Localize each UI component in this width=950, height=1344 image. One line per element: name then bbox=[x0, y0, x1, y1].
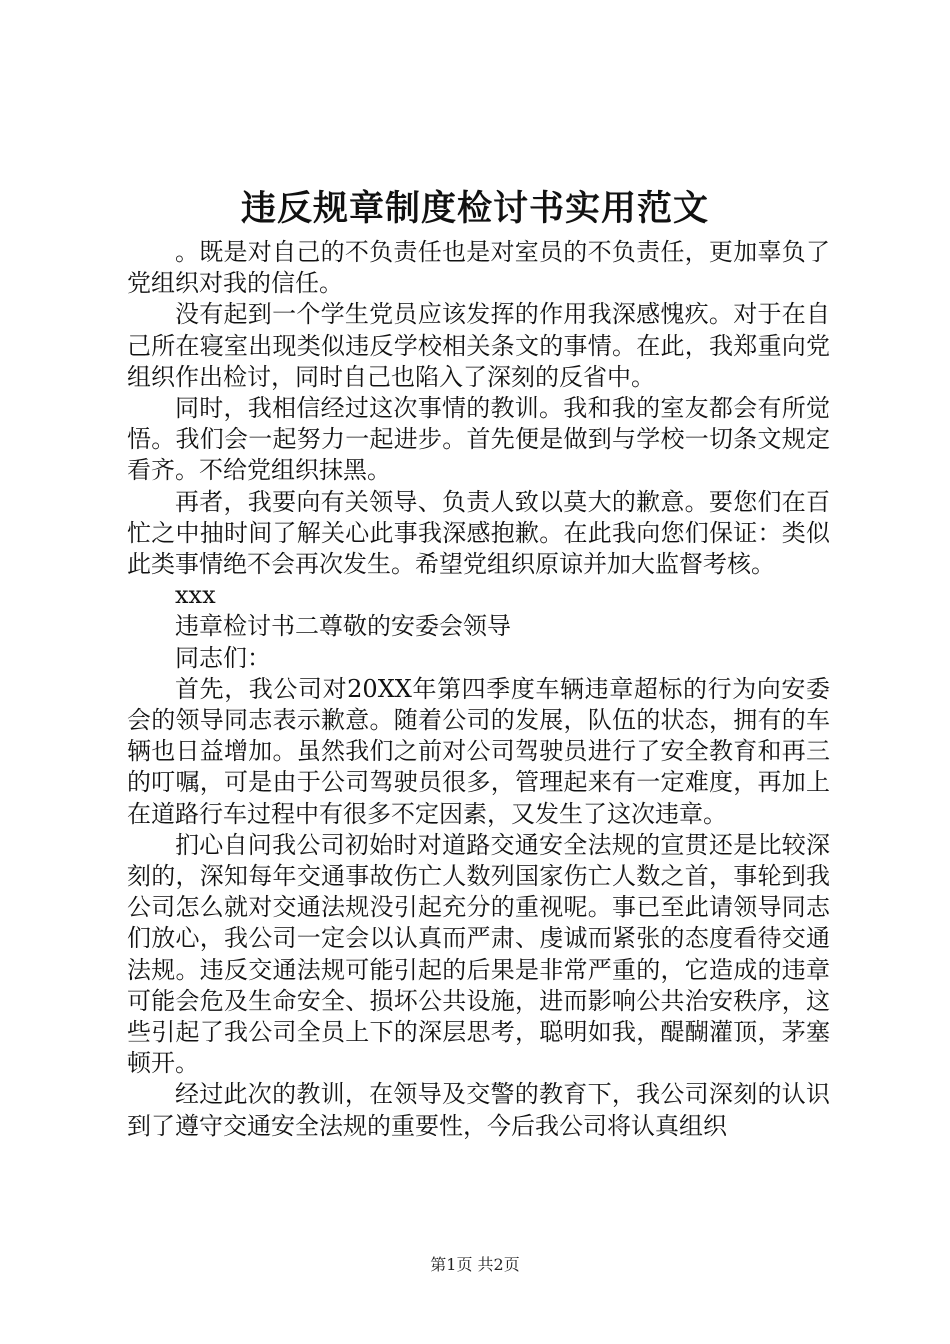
page-number-footer: 第1页 共2页 bbox=[430, 1255, 520, 1274]
signature-line: xxx bbox=[175, 581, 216, 610]
document-body bbox=[127, 237, 830, 1142]
paragraph: 经过此次的教训，在领导及交警的教育下，我公司深刻的认识到了遵守交通安全法规的重要性，今后我公司将认真组织 bbox=[127, 1080, 830, 1140]
paragraph: 再者，我要向有关领导、负责人致以莫大的歉意。要您们在百忙之中抽时间了解关心此事我深感抱歉。在此我向您们保证：类似此类事情绝不会再次发生。希望党组织原谅并加大监督考核。 bbox=[127, 487, 830, 579]
paragraph: 。既是对自己的不负责任也是对室员的不负责任，更加辜负了党组织对我的信任。 bbox=[127, 238, 830, 298]
paragraph: 扪心自问我公司初始时对道路交通安全法规的宣贯还是比较深刻的，深知每年交通事故伤亡人数列国家伤亡人数之首，事轮到我公司怎么就对交通法规没引起充分的重视呢。事已至此请领导同志们放心，我公司一定会以认真而严肃、虔诚而紧张的态度看待交通法规。违反交通法规可能引起的后果是非常严重的，它造成的违章可能会危及生命安全、损坏公共设施，进而影响公共治安秩序，这些引起了我公司全员上下的深层思考，聪明如我，醍醐灌顶，茅塞顿开。 bbox=[127, 830, 830, 1078]
paragraph: 没有起到一个学生党员应该发挥的作用我深感愧疚。对于在自己所在寝室出现类似违反学校相关条文的事情。在此，我郑重向党组织作出检讨，同时自己也陷入了深刻的反省中。 bbox=[127, 300, 830, 391]
paragraph: 首先，我公司对20XX年第四季度车辆违章超标的行为向安委会的领导同志表示歉意。随着公司的发展，队伍的状态，拥有的车辆也日益增加。虽然我们之前对公司驾驶员进行了安全教育和再三的叮嘱，可是由于公司驾驶员很多，管理起来有一定难度，再加上在道路行车过程中有很多不定因素，又发生了这次违章。 bbox=[127, 674, 830, 828]
paragraph: 同时，我相信经过这次事情的教训。我和我的室友都会有所觉悟。我们会一起努力一起进步。首先便是做到与学校一切条文规定看齐。不给党组织抹黑。 bbox=[127, 394, 830, 485]
document-title: 违反规章制度检讨书实用范文 bbox=[240, 188, 709, 229]
section-heading: 违章检讨书二尊敬的安委会领导 bbox=[175, 612, 511, 641]
salutation: 同志们： bbox=[175, 643, 271, 672]
